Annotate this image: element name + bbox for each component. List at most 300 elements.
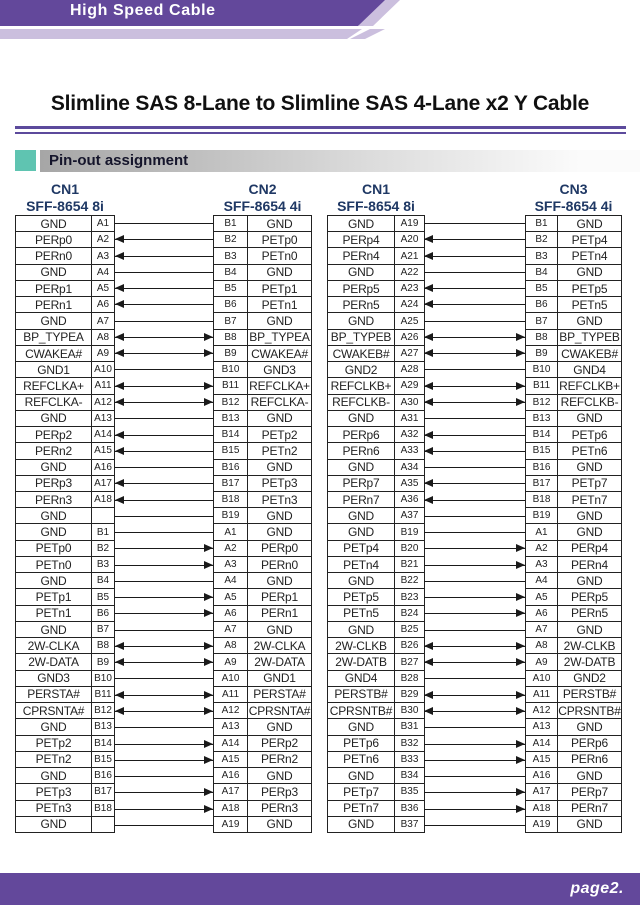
- pin-cell: A19: [526, 817, 558, 833]
- title-rule-bottom: [15, 132, 626, 134]
- pin-cell: B28: [395, 671, 425, 687]
- pin-cell: B6: [92, 606, 115, 622]
- signal-cell: PERp0: [248, 541, 312, 557]
- signal-cell: GND: [328, 719, 395, 735]
- cn3-pin-table: [525, 215, 622, 833]
- signal-cell: PERp2: [248, 736, 312, 752]
- signal-cell: PETp0: [248, 232, 312, 248]
- cn1-cn2-wires: [115, 215, 213, 833]
- signal-cell: PERn6: [558, 752, 622, 768]
- pin-cell: B17: [526, 476, 558, 492]
- signal-cell: GND3: [248, 362, 312, 378]
- wire-row: [424, 248, 525, 264]
- wire-line: [115, 792, 213, 793]
- signal-cell: GND: [558, 524, 622, 540]
- wire-row: [115, 410, 213, 426]
- pin-cell: B5: [526, 281, 558, 297]
- signal-cell: PETp7: [328, 784, 395, 800]
- arrowhead-left-icon: [424, 642, 433, 650]
- pin-cell: A6: [214, 606, 248, 622]
- arrowhead-right-icon: [516, 349, 525, 357]
- signal-cell: GND: [248, 768, 312, 784]
- signal-cell: PERp3: [16, 476, 92, 492]
- wire-line: [424, 630, 525, 631]
- pin-cell: A24: [395, 297, 425, 313]
- wire-line: [115, 548, 213, 549]
- wire-row: [424, 264, 525, 280]
- pin-cell: A11: [526, 687, 558, 703]
- signal-cell: GND: [248, 573, 312, 589]
- pin-cell: A12: [526, 703, 558, 719]
- signal-cell: PETn2: [16, 752, 92, 768]
- signal-cell: 2W-DATB: [558, 654, 622, 670]
- signal-cell: GND: [16, 719, 92, 735]
- arrowhead-right-icon: [204, 642, 213, 650]
- wire-row: [424, 215, 525, 231]
- signal-cell: CPRSNTB#: [558, 703, 621, 718]
- pin-cell: A21: [395, 248, 425, 264]
- wire-row: [424, 296, 525, 312]
- pin-cell: B1: [92, 524, 115, 540]
- pin-cell: B14: [526, 427, 558, 443]
- signal-cell: 2W-CLKA: [248, 638, 312, 654]
- wire-row: [424, 817, 525, 833]
- connector-name: CN2: [248, 181, 277, 197]
- signal-cell: 2W-DATB: [328, 654, 395, 670]
- signal-cell: REFCLKB-: [558, 395, 622, 411]
- pin-cell: B15: [214, 443, 248, 459]
- wire-row: [424, 280, 525, 296]
- pin-cell: A8: [92, 330, 115, 346]
- signal-cell: GND: [248, 313, 312, 329]
- signal-cell: PETp4: [558, 232, 622, 248]
- arrowhead-right-icon: [204, 609, 213, 617]
- pin-cell: A7: [92, 313, 115, 329]
- signal-cell: REFCLKA-: [248, 395, 312, 411]
- pin-cell: B8: [214, 330, 248, 346]
- wire-line: [115, 272, 213, 273]
- pin-cell: B29: [395, 687, 425, 703]
- wire-line: [424, 565, 525, 566]
- arrowhead-right-icon: [516, 593, 525, 601]
- signal-cell: GND3: [16, 671, 92, 687]
- wire-line: [115, 711, 213, 712]
- wire-line: [115, 353, 213, 354]
- signal-cell: GND: [558, 265, 622, 281]
- signal-cell: GND2: [558, 671, 622, 687]
- wire-line: [115, 402, 213, 403]
- wire-row: [424, 800, 525, 816]
- wire-row: [424, 768, 525, 784]
- wire-row: [115, 784, 213, 800]
- arrowhead-right-icon: [516, 805, 525, 813]
- signal-cell: PETn3: [248, 492, 312, 508]
- pin-cell: A10: [92, 362, 115, 378]
- wire-line: [115, 678, 213, 679]
- signal-cell: GND2: [328, 362, 395, 378]
- signal-cell: CWAKEB#: [558, 346, 622, 362]
- signal-cell: PETn0: [248, 248, 312, 264]
- signal-cell: PERn5: [328, 297, 395, 313]
- arrowhead-left-icon: [424, 284, 433, 292]
- arrowhead-right-icon: [204, 333, 213, 341]
- wire-line: [424, 744, 525, 745]
- wire-row: [115, 768, 213, 784]
- pin-cell: B4: [92, 573, 115, 589]
- wire-line: [424, 516, 525, 517]
- arrowhead-left-icon: [115, 658, 124, 666]
- arrowhead-left-icon: [424, 398, 433, 406]
- arrowhead-right-icon: [204, 788, 213, 796]
- wire-row: [115, 491, 213, 507]
- signal-cell: PERn7: [328, 492, 395, 508]
- wire-row: [424, 638, 525, 654]
- wire-line: [424, 613, 525, 614]
- signal-cell: PERn4: [558, 557, 622, 573]
- signal-cell: PETn1: [16, 606, 92, 622]
- signal-cell: PERn2: [16, 443, 92, 459]
- connector-spec: SFF-8654 4i: [223, 198, 302, 214]
- arrowhead-right-icon: [204, 398, 213, 406]
- wire-row: [115, 426, 213, 442]
- signal-cell: GND: [328, 265, 395, 281]
- signal-cell: PETn3: [16, 801, 92, 817]
- wire-row: [424, 491, 525, 507]
- wire-row: [115, 508, 213, 524]
- arrowhead-right-icon: [516, 756, 525, 764]
- connector-spec: SFF-8654 8i: [337, 198, 415, 214]
- arrowhead-left-icon: [424, 658, 433, 666]
- signal-cell: BP_TYPEA: [248, 330, 312, 346]
- arrowhead-left-icon: [115, 642, 124, 650]
- signal-cell: PETn6: [328, 752, 395, 768]
- signal-cell: PETp7: [558, 476, 622, 492]
- signal-cell: CPRSNTB#: [328, 703, 395, 719]
- pin-cell: B11: [92, 687, 115, 703]
- wire-line: [115, 565, 213, 566]
- wire-row: [115, 394, 213, 410]
- wire-line: [424, 451, 525, 452]
- pin-cell: A14: [526, 736, 558, 752]
- arrowhead-right-icon: [204, 707, 213, 715]
- wire-row: [115, 687, 213, 703]
- wire-line: [424, 711, 525, 712]
- arrowhead-right-icon: [204, 561, 213, 569]
- pin-cell: A9: [526, 654, 558, 670]
- wire-row: [424, 475, 525, 491]
- arrowhead-right-icon: [516, 642, 525, 650]
- wire-line: [115, 223, 213, 224]
- pin-cell: A14: [214, 736, 248, 752]
- signal-cell: GND: [558, 313, 622, 329]
- signal-cell: GND: [248, 719, 312, 735]
- signal-cell: GND: [328, 817, 395, 833]
- pin-cell: B5: [92, 589, 115, 605]
- wire-row: [115, 296, 213, 312]
- pin-cell: A15: [92, 443, 115, 459]
- wire-row: [424, 459, 525, 475]
- signal-cell: GND4: [558, 362, 622, 378]
- signal-cell: PERn2: [248, 752, 312, 768]
- signal-cell: REFCLKA-: [16, 395, 92, 411]
- arrowhead-left-icon: [424, 300, 433, 308]
- wire-line: [424, 402, 525, 403]
- pin-cell: A2: [92, 232, 115, 248]
- signal-cell: PERp7: [328, 476, 395, 492]
- signal-cell: PETp2: [248, 427, 312, 443]
- arrowhead-left-icon: [115, 284, 124, 292]
- wire-row: [424, 605, 525, 621]
- pin-cell: B22: [395, 573, 425, 589]
- pin-cell: B2: [526, 232, 558, 248]
- wire-line: [115, 776, 213, 777]
- wire-line: [424, 483, 525, 484]
- wire-row: [115, 817, 213, 833]
- pin-cell: B7: [92, 622, 115, 638]
- arrowhead-left-icon: [424, 479, 433, 487]
- wire-line: [424, 760, 525, 761]
- wire-line: [115, 288, 213, 289]
- pin-cell: A12: [92, 395, 115, 411]
- pin-cell: B5: [214, 281, 248, 297]
- signal-cell: GND: [248, 817, 312, 833]
- cn1-cn3-wires: [424, 215, 525, 833]
- signal-cell: PETp4: [328, 541, 395, 557]
- signal-cell: GND: [16, 460, 92, 476]
- signal-cell: PERn0: [16, 248, 92, 264]
- wire-row: [115, 248, 213, 264]
- pin-cell: A8: [214, 638, 248, 654]
- signal-cell: BP_TYPEB: [558, 330, 622, 346]
- wire-line: [424, 532, 525, 533]
- wire-row: [115, 735, 213, 751]
- signal-cell: CWAKEA#: [248, 346, 312, 362]
- arrowhead-right-icon: [204, 593, 213, 601]
- pin-cell: B33: [395, 752, 425, 768]
- wire-row: [115, 589, 213, 605]
- connector-spec: SFF-8654 8i: [26, 198, 104, 214]
- pin-cell: B20: [395, 541, 425, 557]
- signal-cell: PERp1: [16, 281, 92, 297]
- cn3-header: [525, 181, 622, 215]
- pin-cell: A18: [92, 492, 115, 508]
- wire-row: [424, 345, 525, 361]
- pin-cell: A32: [395, 427, 425, 443]
- signal-cell: PERp6: [558, 736, 622, 752]
- wire-line: [424, 337, 525, 338]
- pin-cell: A19: [395, 216, 425, 232]
- wire-row: [424, 231, 525, 247]
- signal-cell: GND: [16, 524, 92, 540]
- signal-cell: 2W-DATA: [16, 654, 92, 670]
- wire-line: [424, 369, 525, 370]
- pin-cell: A1: [526, 524, 558, 540]
- signal-cell: PERp5: [558, 589, 622, 605]
- signal-cell: PERn1: [16, 297, 92, 313]
- arrowhead-right-icon: [516, 788, 525, 796]
- wire-row: [115, 654, 213, 670]
- signal-cell: PERn5: [558, 606, 622, 622]
- wire-line: [424, 467, 525, 468]
- pin-cell: A13: [214, 719, 248, 735]
- pin-cell: B16: [526, 460, 558, 476]
- pin-cell: A30: [395, 395, 425, 411]
- wire-row: [424, 654, 525, 670]
- wire-line: [424, 825, 525, 826]
- signal-cell: BP_TYPEB: [328, 330, 395, 346]
- pin-cell: B14: [214, 427, 248, 443]
- signal-cell: GND: [248, 508, 312, 524]
- signal-cell: GND: [558, 216, 622, 232]
- signal-cell: GND: [328, 622, 395, 638]
- pin-cell: A11: [92, 378, 115, 394]
- wire-line: [115, 630, 213, 631]
- signal-cell: PETn1: [248, 297, 312, 313]
- pin-cell: A3: [526, 557, 558, 573]
- arrowhead-right-icon: [204, 756, 213, 764]
- pin-cell: B13: [526, 411, 558, 427]
- signal-cell: PETn6: [558, 443, 622, 459]
- pin-cell: B12: [214, 395, 248, 411]
- pin-cell: [92, 508, 115, 524]
- wire-line: [424, 386, 525, 387]
- arrowhead-left-icon: [115, 235, 124, 243]
- pin-cell: B24: [395, 606, 425, 622]
- signal-cell: GND: [248, 411, 312, 427]
- signal-cell: GND: [328, 768, 395, 784]
- wire-row: [424, 784, 525, 800]
- signal-cell: PETp6: [328, 736, 395, 752]
- pin-cell: A26: [395, 330, 425, 346]
- pin-cell: A13: [92, 411, 115, 427]
- signal-cell: PERp4: [558, 541, 622, 557]
- cn1-left-pin-table: [15, 215, 115, 833]
- signal-cell: 2W-DATA: [248, 654, 312, 670]
- arrowhead-left-icon: [424, 707, 433, 715]
- pin-cell: A4: [92, 265, 115, 281]
- wire-line: [424, 500, 525, 501]
- section-title: Pin-out assignment: [49, 152, 189, 169]
- signal-cell: GND4: [328, 671, 395, 687]
- wire-line: [424, 809, 525, 810]
- arrowhead-left-icon: [424, 496, 433, 504]
- signal-cell: REFCLKB+: [328, 378, 395, 394]
- pin-cell: A37: [395, 508, 425, 524]
- pin-cell: B4: [526, 265, 558, 281]
- arrowhead-left-icon: [424, 431, 433, 439]
- arrowhead-left-icon: [115, 691, 124, 699]
- wire-line: [115, 727, 213, 728]
- wire-line: [424, 304, 525, 305]
- signal-cell: PERn6: [328, 443, 395, 459]
- signal-cell: GND: [558, 817, 622, 833]
- wire-row: [115, 378, 213, 394]
- wire-line: [115, 581, 213, 582]
- wire-line: [115, 744, 213, 745]
- arrowhead-left-icon: [424, 349, 433, 357]
- wire-row: [115, 313, 213, 329]
- arrowhead-right-icon: [204, 544, 213, 552]
- signal-cell: REFCLKB+: [558, 378, 622, 394]
- pin-cell: B4: [214, 265, 248, 281]
- signal-cell: PERSTB#: [328, 687, 395, 703]
- section-bullet-icon: [15, 150, 36, 171]
- signal-cell: PETp3: [16, 784, 92, 800]
- signal-cell: PETp2: [16, 736, 92, 752]
- wire-row: [424, 426, 525, 442]
- arrowhead-left-icon: [115, 707, 124, 715]
- pin-cell: B16: [92, 768, 115, 784]
- wire-row: [424, 378, 525, 394]
- wire-row: [115, 752, 213, 768]
- pin-cell: A8: [526, 638, 558, 654]
- signal-cell: GND: [16, 508, 92, 524]
- signal-cell: GND: [16, 817, 92, 833]
- arrowhead-left-icon: [115, 398, 124, 406]
- arrowhead-right-icon: [516, 691, 525, 699]
- pin-cell: A14: [92, 427, 115, 443]
- signal-cell: GND: [558, 768, 622, 784]
- pin-cell: A17: [214, 784, 248, 800]
- wire-line: [115, 516, 213, 517]
- signal-cell: 2W-CLKB: [328, 638, 395, 654]
- wire-line: [424, 662, 525, 663]
- signal-cell: GND: [558, 622, 622, 638]
- signal-cell: GND: [248, 622, 312, 638]
- signal-cell: PETp6: [558, 427, 622, 443]
- wire-line: [115, 256, 213, 257]
- pin-cell: A6: [526, 606, 558, 622]
- pin-cell: A20: [395, 232, 425, 248]
- arrowhead-left-icon: [424, 447, 433, 455]
- signal-cell: GND: [328, 573, 395, 589]
- arrowhead-left-icon: [115, 431, 124, 439]
- pin-cell: B11: [214, 378, 248, 394]
- signal-cell: 2W-CLKA: [16, 638, 92, 654]
- wire-line: [424, 321, 525, 322]
- arrowhead-left-icon: [424, 691, 433, 699]
- signal-cell: PETp1: [248, 281, 312, 297]
- wire-row: [115, 215, 213, 231]
- pin-cell: A18: [214, 801, 248, 817]
- signal-cell: GND: [16, 265, 92, 281]
- wire-line: [115, 613, 213, 614]
- signal-cell: PERp0: [16, 232, 92, 248]
- pin-cell: B9: [214, 346, 248, 362]
- arrowhead-left-icon: [115, 496, 124, 504]
- arrowhead-right-icon: [516, 561, 525, 569]
- wire-line: [115, 418, 213, 419]
- signal-cell: PETp3: [248, 476, 312, 492]
- signal-cell: PERn4: [328, 248, 395, 264]
- wire-row: [424, 361, 525, 377]
- wire-row: [424, 313, 525, 329]
- pin-cell: A9: [214, 654, 248, 670]
- wire-row: [115, 231, 213, 247]
- arrowhead-left-icon: [115, 300, 124, 308]
- pin-cell: B15: [92, 752, 115, 768]
- arrowhead-right-icon: [516, 740, 525, 748]
- wire-row: [115, 605, 213, 621]
- cn1-right-pin-table: [327, 215, 425, 833]
- wire-row: [115, 329, 213, 345]
- pin-cell: A7: [526, 622, 558, 638]
- pin-cell: B19: [526, 508, 558, 524]
- pin-cell: B12: [526, 395, 558, 411]
- pin-cell: A34: [395, 460, 425, 476]
- pin-cell: A1: [92, 216, 115, 232]
- pin-cell: B10: [526, 362, 558, 378]
